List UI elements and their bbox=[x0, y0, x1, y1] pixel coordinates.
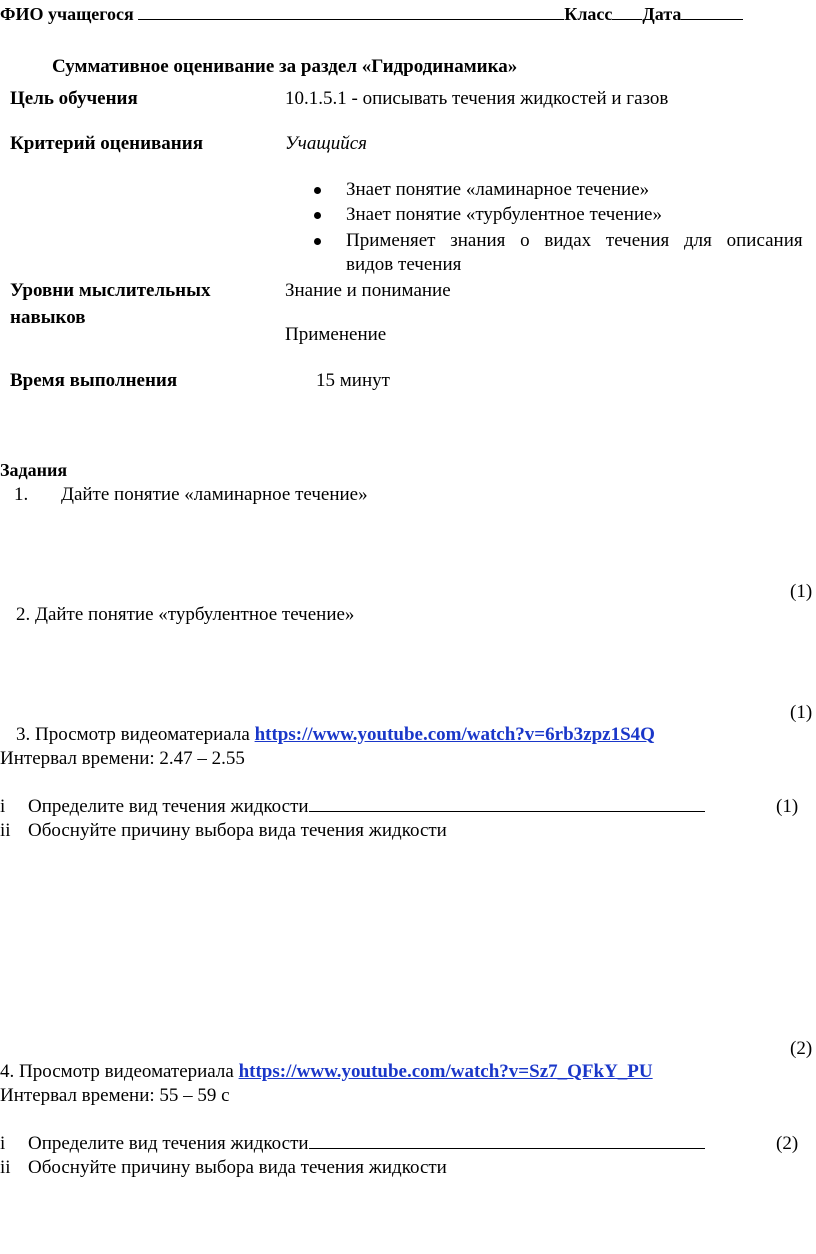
criterion-item-continued: видов течения bbox=[346, 254, 462, 275]
time-label: Время выполнения bbox=[10, 370, 178, 391]
task-4-interval: Интервал времени: 55 – 59 с bbox=[0, 1085, 230, 1106]
task-2-score: (1) bbox=[790, 702, 813, 723]
task-4-i-answer-field[interactable] bbox=[309, 1147, 705, 1149]
level-item: Знание и понимание bbox=[285, 280, 451, 301]
class-field[interactable] bbox=[612, 18, 642, 20]
task-4-video-link[interactable]: https://www.youtube.com/watch?v=Sz7_QFkY_PU bbox=[238, 1061, 653, 1082]
task-3-i-answer-field[interactable] bbox=[309, 810, 705, 812]
task-4-i-score: (2) bbox=[776, 1133, 799, 1154]
task-3-video-link[interactable]: https://www.youtube.com/watch?v=6rb3zpz1S4Q bbox=[254, 724, 655, 745]
task-3-ii-text: Обоснуйте причину выбора вида течения жидкости bbox=[28, 820, 447, 841]
date-label: Дата bbox=[642, 4, 682, 24]
task-3-i-number: i bbox=[0, 796, 6, 817]
task-1-text: Дайте понятие «ламинарное течение» bbox=[61, 484, 368, 505]
task-3-i-text bbox=[28, 796, 705, 818]
task-2-text: 2. Дайте понятие «турбулентное течение» bbox=[16, 604, 355, 625]
student-name-field[interactable] bbox=[138, 18, 564, 20]
task-4-i-label: Определите вид течения жидкости bbox=[28, 1133, 309, 1154]
task-3-i-score: (1) bbox=[776, 796, 799, 817]
criterion-item: Знает понятие «ламинарное течение» bbox=[346, 179, 650, 200]
levels-label: Уровни мыслительных bbox=[10, 280, 211, 301]
criterion-intro: Учащийся bbox=[285, 133, 367, 154]
task-4-i-number: i bbox=[0, 1133, 6, 1154]
task-1-number: 1. bbox=[14, 484, 29, 505]
bullet-icon bbox=[314, 212, 321, 219]
student-header bbox=[0, 4, 743, 25]
time-value: 15 минут bbox=[316, 370, 390, 391]
task-4-ii-text: Обоснуйте причину выбора вида течения жидкости bbox=[28, 1157, 447, 1178]
page-title: Суммативное оценивание за раздел «Гидродинамика» bbox=[52, 56, 518, 77]
criterion-label: Критерий оценивания bbox=[10, 133, 203, 154]
levels-label-continued: навыков bbox=[10, 307, 86, 328]
task-4-text bbox=[0, 1061, 653, 1083]
task-3-i-label: Определите вид течения жидкости bbox=[28, 796, 309, 817]
student-label: ФИО учащегося bbox=[0, 4, 134, 24]
task-3-ii-number: ii bbox=[0, 820, 11, 841]
tasks-heading: Задания bbox=[0, 460, 68, 480]
bullet-icon bbox=[314, 238, 321, 245]
task-4-label: 4. Просмотр видеоматериала bbox=[0, 1061, 234, 1082]
date-field[interactable] bbox=[681, 18, 743, 20]
level-item: Применение bbox=[285, 324, 387, 345]
task-3-ii-score: (2) bbox=[790, 1038, 813, 1059]
task-4-i-text bbox=[28, 1133, 705, 1155]
goal-label: Цель обучения bbox=[10, 88, 138, 109]
task-1-score: (1) bbox=[790, 581, 813, 602]
goal-value: 10.1.5.1 - описывать течения жидкостей и газов bbox=[285, 88, 669, 109]
task-3-text bbox=[16, 724, 655, 746]
bullet-icon bbox=[314, 187, 321, 194]
criterion-item: Знает понятие «турбулентное течение» bbox=[346, 204, 662, 225]
class-label: Класс bbox=[564, 4, 613, 24]
task-4-ii-number: ii bbox=[0, 1157, 11, 1178]
criterion-item: Применяет знания о видах течения для описания bbox=[346, 230, 803, 251]
task-3-interval: Интервал времени: 2.47 – 2.55 bbox=[0, 748, 245, 769]
task-3-label: 3. Просмотр видеоматериала bbox=[16, 724, 250, 745]
